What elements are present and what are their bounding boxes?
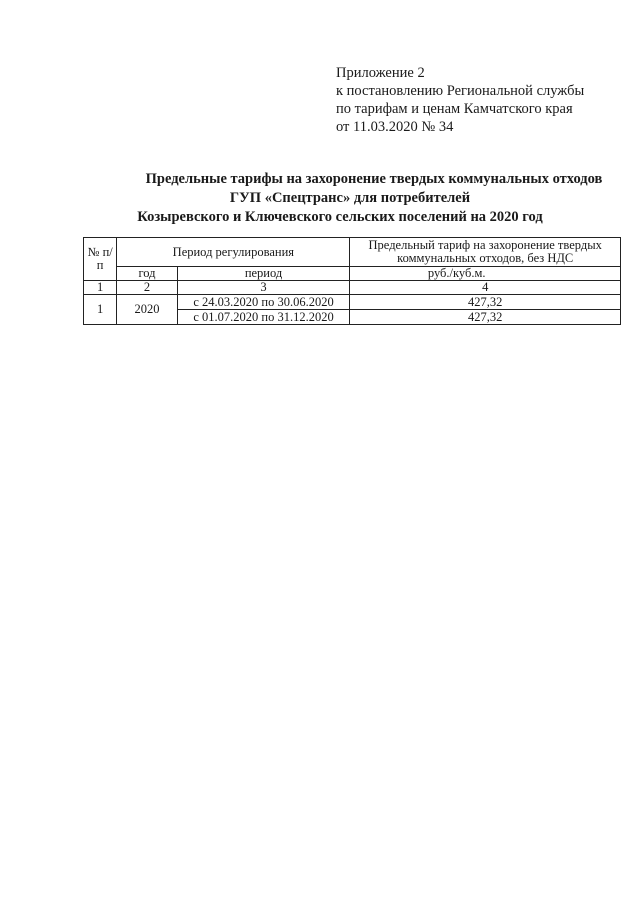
row-year: 2020	[117, 295, 177, 325]
table-row	[84, 295, 621, 310]
row-tariff: 427,32	[350, 295, 621, 310]
title-line: ГУП «Спецтранс» для потребителей	[229, 190, 471, 206]
appendix-block	[336, 64, 584, 136]
row-tariff: 427,32	[350, 310, 621, 325]
index-cell: 4	[350, 281, 621, 295]
appendix-date: от 11.03.2020 № 34	[336, 119, 454, 135]
appendix-line: к постановлению Региональной службы	[336, 83, 585, 99]
tariff-table	[83, 237, 621, 325]
header-period: период	[177, 267, 350, 281]
header-unit: руб./куб.м.	[350, 267, 621, 281]
table-header-row	[84, 238, 621, 267]
title-line: Козыревского и Ключевского сельских поселений на 2020 год	[137, 209, 543, 225]
appendix-title: Приложение 2	[336, 65, 425, 81]
appendix-line: по тарифам и ценам Камчатского края	[336, 101, 573, 117]
row-num: 1	[84, 295, 117, 325]
row-period: с 01.07.2020 по 31.12.2020	[177, 310, 350, 325]
table-subheader-row	[84, 267, 621, 281]
index-cell: 1	[84, 281, 117, 295]
header-tariff: Предельный тариф на захоронение твердых коммунальных отходов, без НДС	[350, 238, 621, 267]
row-period: с 24.03.2020 по 30.06.2020	[177, 295, 350, 310]
index-cell: 2	[117, 281, 177, 295]
header-year: год	[117, 267, 177, 281]
title-line: Предельные тарифы на захоронение твердых коммунальных отходов	[145, 171, 603, 187]
table-index-row	[84, 281, 621, 295]
index-cell: 3	[177, 281, 350, 295]
header-num: № п/п	[84, 238, 117, 281]
header-period-group: Период регулирования	[117, 238, 350, 267]
document-title	[80, 170, 640, 227]
